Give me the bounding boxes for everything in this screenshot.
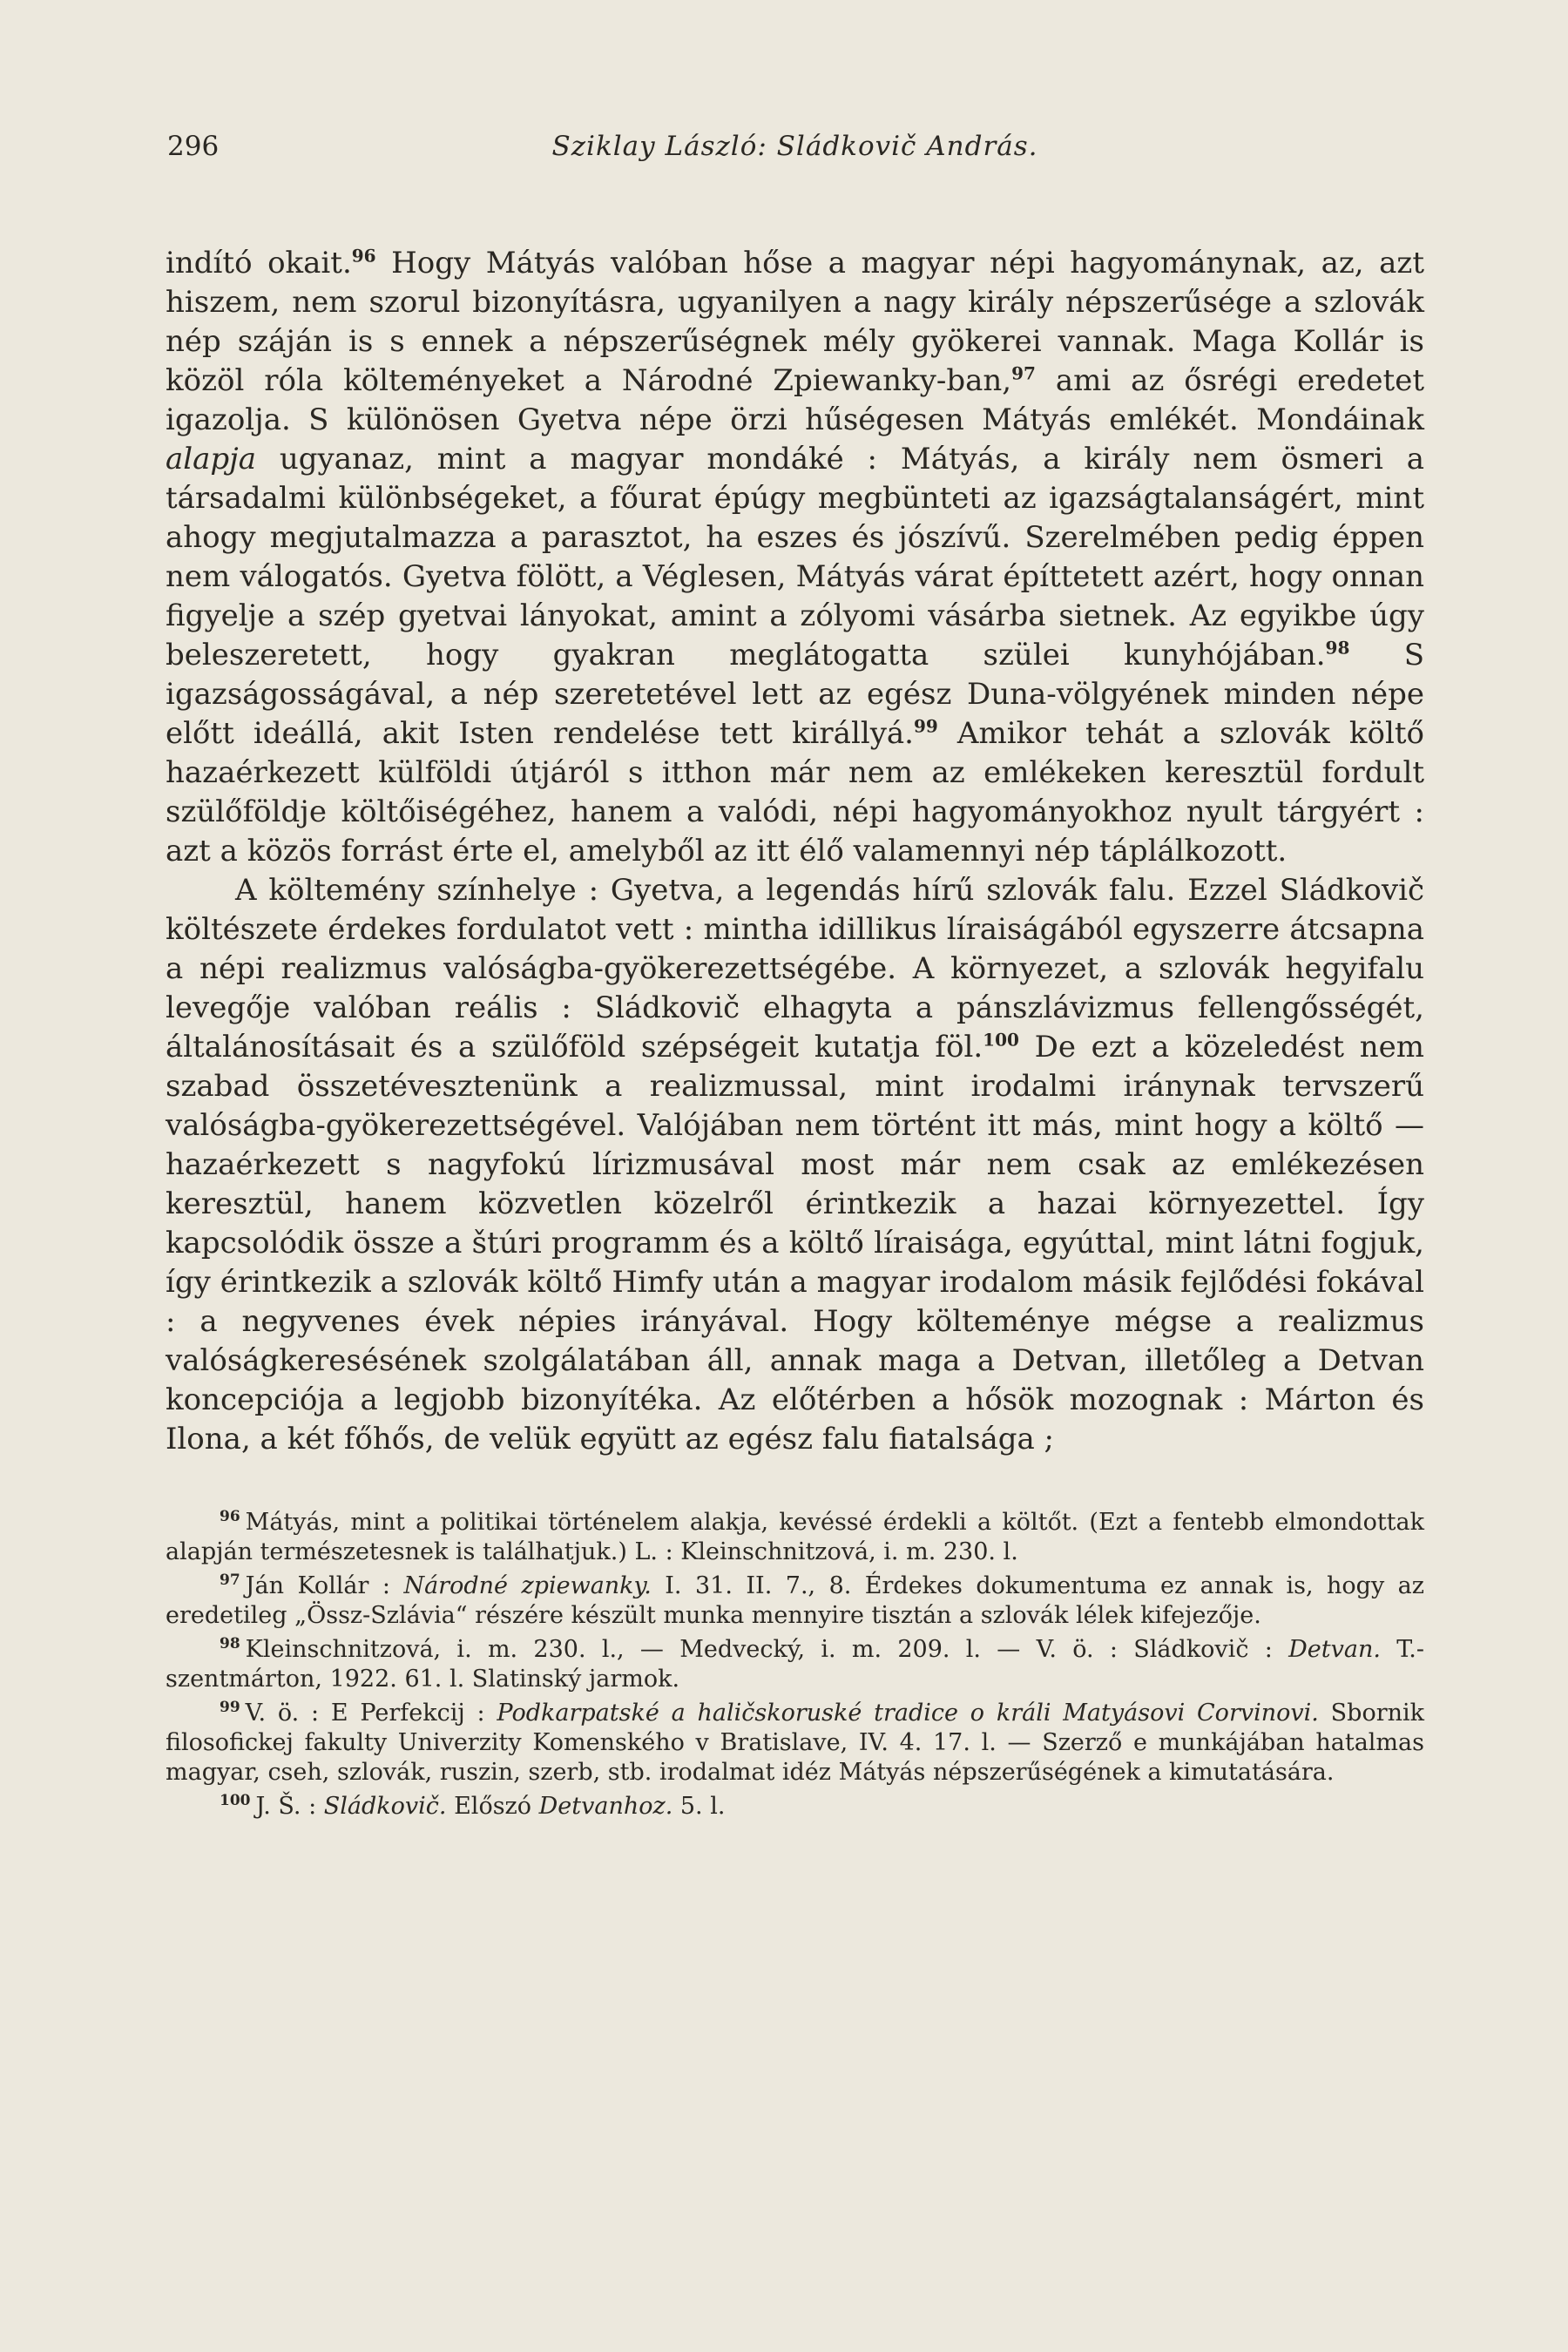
footnote-text: V. ö. : E Perfekcij : <box>245 1700 497 1727</box>
footnote-title: Detvanhoz. <box>538 1793 673 1820</box>
italic-term: alapja <box>166 442 256 476</box>
footnote-99 <box>166 1699 1424 1788</box>
footnote-ref-97: 97 <box>1011 362 1036 384</box>
text-run: ami az ősrégi eredetet igazolja. S különösen Gyetva népe örzi hűségesen Mátyás emlékét. Mondáinak <box>166 363 1424 437</box>
text-run: A költemény színhelye : Gyetva, a legendás hírű szlovák falu. Ezzel Sládkovič költészete érdekes fordulatot vett : mintha idillikus líraiságából egyszerre átcsapna a népi realizmus valóságba-gyökerezettségébe. A környezet, a szlovák hegyifalu levegője valóban reális : Sládkovič elhagyta a pánszlávizmus fellengősségét, általánosításait és a szülőföld szépségeit kutatja föl. <box>166 873 1424 1064</box>
footnote-title: Sládkovič. <box>323 1793 447 1820</box>
footnote-ref-98: 98 <box>1325 637 1350 659</box>
footnote-ref-96: 96 <box>351 245 376 267</box>
footnote-98 <box>166 1635 1424 1694</box>
footnote-number: 98 <box>220 1635 240 1652</box>
footnote-100 <box>166 1792 1424 1821</box>
footnote-title: Detvan. <box>1288 1636 1381 1663</box>
footnote-title: Národné zpiewanky. <box>403 1572 652 1599</box>
footnote-text: Előszó <box>446 1793 539 1820</box>
footnote-text: Sbornik filosofickej fakulty Univerzity Komenského v Bratislave, IV. 4. 17. l. — Szerző e munkájában hatalmas magyar, cseh, szlovák, ruszin, szerb, stb. irodalmat idéz Mátyás népszerűségének a kimutatására. <box>166 1700 1424 1786</box>
footnote-text: I. 31. II. 7., 8. Érdekes dokumentuma ez annak is, hogy az eredetileg „Össz-Szlávia“ részére készült munka mennyire tisztán a szlovák lélek kifejezője. <box>166 1572 1424 1629</box>
text-run: S igazságosságával, a nép szeretetével lett az egész Duna-völgyének minden népe előtt ideállá, akit Isten rendelése tett királlyá. <box>166 638 1424 751</box>
footnote-96 <box>166 1508 1424 1567</box>
paragraph <box>166 244 1424 871</box>
footnote-ref-100: 100 <box>983 1029 1019 1051</box>
text-run: De ezt a közeledést nem szabad összetévesztenünk a realizmussal, mint irodalmi iránynak tervszerű valóságba-gyökerezettségével. Valójában nem történt itt más, mint hogy a költő — hazaérkezett s nagyfokú lírizmusával most már nem csak az emlékezésen keresztül, hanem közvetlen közelről érintkezik a hazai környezettel. Így kapcsolódik össze a štúri programm és a költő líraisága, egyúttal, mint látni fogjuk, így érintkezik a szlovák költő Himfy után a magyar irodalom másik fejlődési fokával : a negyvenes évek népies irányával. Hogy költeménye mégse a realizmus valóságkeresésének szolgálatában áll, annak maga a Detvan, illetőleg a Detvan koncepciója a legjobb bizonyítéka. Az előtérben a hősök mozognak : Márton és Ilona, a két főhős, de velük együtt az egész falu fiatalsága ; <box>166 1030 1424 1456</box>
footnote-number: 100 <box>220 1792 251 1809</box>
footnote-number: 99 <box>220 1699 240 1716</box>
text-run: ugyanaz, mint a magyar mondáké : Mátyás, a király nem ösmeri a társadalmi különbségeket, a főurat épúgy megbünteti az igazságtalanságért, mint ahogy megjutalmazza a parasztot, ha eszes és jószívű. Szerelmében pedig éppen nem válogatós. Gyetva fölött, a Véglesen, Mátyás várat építtetett azért, hogy onnan figyelje a szép gyetvai lányokat, amint a zólyomi vásárba sietnek. Az egyikbe úgy beleszeretett, hogy gyakran meglátogatta szülei kunyhójában. <box>166 442 1424 672</box>
footnote-text: J. Š. : <box>255 1793 324 1820</box>
footnotes <box>166 1508 1424 1821</box>
footnote-text: 5. l. <box>672 1793 726 1820</box>
text-run: indító okait. <box>166 246 352 280</box>
footnote-ref-99: 99 <box>913 715 938 737</box>
text-run: Amikor tehát a szlovák költő hazaérkezett külföldi útjáról s itthon már nem az emlékeken keresztül fordult szülőföldje költőiségéhez, hanem a valódi, népi hagyományokhoz nyult tárgyért : azt a közös forrást érte el, amelyből az itt élő valamennyi nép táplálkozott. <box>166 716 1424 868</box>
footnote-text: Ján Kollár : <box>245 1572 404 1599</box>
footnote-text: Kleinschnitzová, i. m. 230. l., — Medvecký, i. m. 209. l. — V. ö. : Sládkovič : <box>245 1636 1289 1663</box>
running-head: Sziklay László: Sládkovič András. <box>551 131 1038 162</box>
text-run: Hogy Mátyás valóban hőse a magyar népi hagyománynak, az, azt hiszem, nem szorul bizonyításra, ugyanilyen a nagy király népszerűsége a szlovák nép száján is s ennek a népszerűségnek mély gyökerei vannak. Maga Kollár is közöl róla költeményeket a Národné Zpiewanky-ban, <box>166 246 1424 398</box>
book-page <box>166 131 1424 2256</box>
footnote-text: Mátyás, mint a politikai történelem alakja, kevéssé érdekli a költőt. (Ezt a fentebb elmondottak alapján természetesnek is találhatjuk.) L. : Kleinschnitzová, i. m. 230. l. <box>166 1509 1424 1565</box>
page-header <box>166 131 1424 169</box>
paragraph <box>166 871 1424 1459</box>
footnote-number: 96 <box>220 1508 240 1525</box>
main-text <box>166 244 1424 1459</box>
footnote-number: 97 <box>220 1571 240 1589</box>
page-number: 296 <box>167 131 220 162</box>
footnote-title: Podkarpatské a haličskoruské tradice o králi Matyásovi Corvinovi. <box>497 1700 1319 1727</box>
footnote-97 <box>166 1571 1424 1631</box>
footnote-text: T.-szentmárton, 1922. 61. l. Slatinský jarmok. <box>166 1636 1424 1693</box>
